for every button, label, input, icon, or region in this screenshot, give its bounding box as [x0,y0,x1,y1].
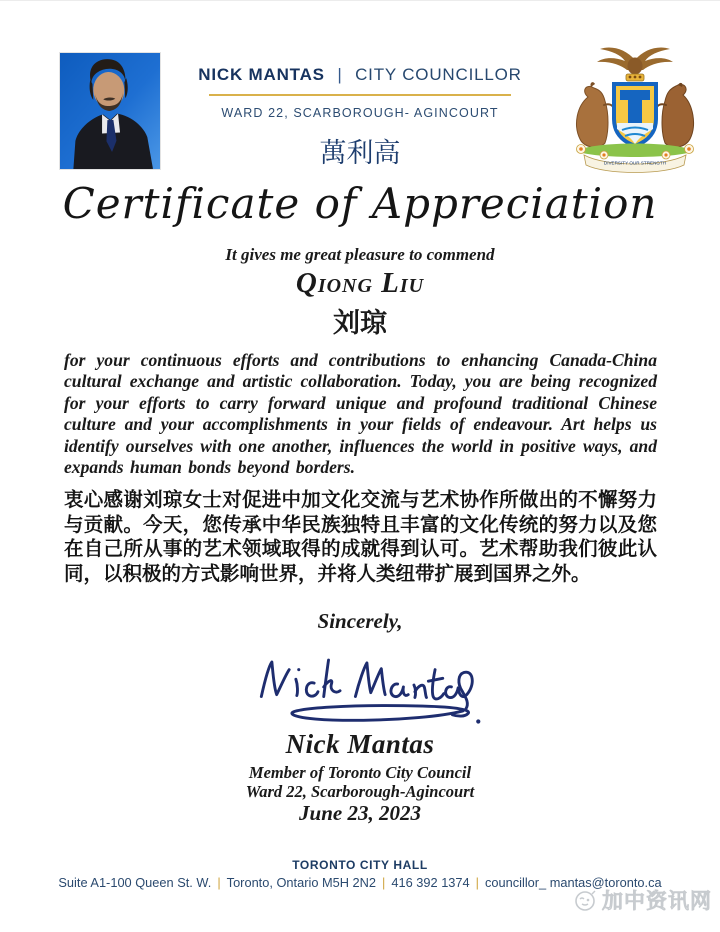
crest-motto: DIVERSITY OUR STRENGTH [603,160,667,166]
toronto-coat-of-arms [564,43,706,179]
chinese-name: 萬利高 [319,138,401,168]
footer-separator: | [382,875,386,890]
gold-divider [209,94,511,96]
councillor-role: CITY COUNCILLOR [355,65,522,84]
signer-name: Nick Mantas [285,729,435,759]
watermark-text: 加中资讯网 [602,890,712,913]
citation-paragraph-chinese: 衷心感谢刘琼女士对促进中加文化交流与艺术协作所做出的不懈努力与贡献。今天，您传承中华民族独特且丰富的文化传统的努力以及您在自己所从事的艺术领域取得的成就得到认可。艺术帮助我们彼此认同，以积极的方式影响世界，并将人类纽带扩展到国界之外。 [64,489,657,585]
certificate-date: June 23, 2023 [299,801,421,825]
closing-word: Sincerely, [317,609,403,633]
footer-city: Toronto, Ontario M5H 2N2 [226,875,377,890]
councillor-name: NICK MANTAS [198,65,325,84]
commend-line: It gives me great pleasure to commend [225,245,495,264]
footer-separator: | [475,875,479,890]
coat-of-arms-icon [564,43,706,179]
portrait-image [60,53,160,169]
footer-separator: | [217,875,221,890]
header [170,65,550,170]
watermark-logo-icon [572,888,598,912]
ward-label: WARD 22, SCARBOROUGH- AGINCOURT [221,106,499,120]
signer-title-council: Member of Toronto City Council [248,763,472,782]
header-separator: | [337,65,343,84]
header-name-line [170,65,550,85]
site-watermark [572,885,712,915]
recipient-name-chinese: 刘琼 [333,308,387,338]
footer-phone: 416 392 1374 [391,875,470,890]
signer-title-ward: Ward 22, Scarborough-Agincourt [245,782,475,801]
recipient-name-english: Qiong Liu [295,267,425,299]
certificate-title: Certificate of Appreciation [62,179,658,228]
footer-venue: TORONTO CITY HALL [292,858,428,872]
footer-email: councillor_ mantas@toronto.ca [484,875,662,890]
signature [240,637,490,733]
councillor-photo [60,53,160,169]
citation-paragraph-english: for your continuous efforts and contributions to enhancing Canada-China cultural exchange and artistic collaboration. Today, you are being recognized for your efforts to carry forward unique and profound traditional Chinese culture and your accomplishments in your fields of endeavour. Art helps us identify ourselves with one another, influences the world in positive ways, and expands human bonds beyond borders. [64,350,657,478]
footer-address: Suite A1-100 Queen St. W. [58,875,212,890]
signature-ink [240,637,490,733]
